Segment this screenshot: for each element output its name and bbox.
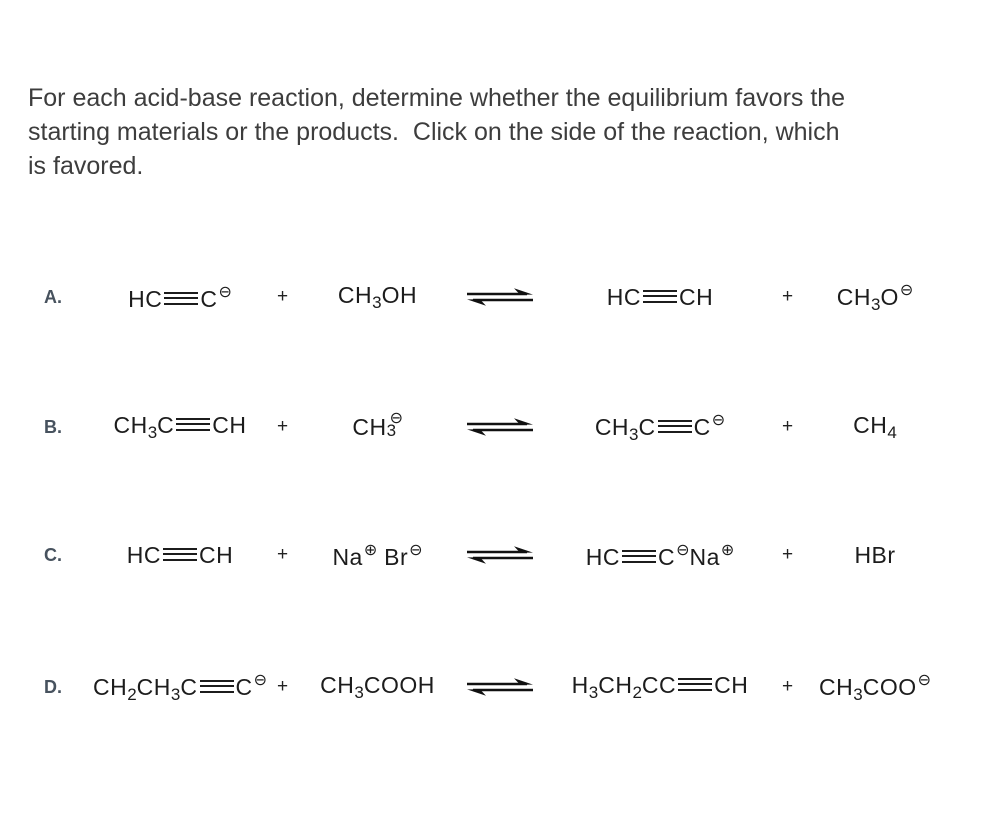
minus-charge-icon: ⊖ — [389, 409, 404, 427]
reaction-row-a — [30, 265, 960, 329]
formula-text: C — [157, 411, 175, 438]
plus-charge-icon: ⊕ — [720, 541, 735, 559]
instructions-line-3: is favored. — [28, 152, 144, 180]
formula-text: COO — [862, 673, 917, 700]
reaction-row-d — [30, 655, 960, 719]
reaction-a-right-side[interactable] — [545, 265, 955, 329]
species-acetylene — [95, 542, 265, 569]
minus-charge-icon: ⊖ — [409, 541, 423, 559]
formula-text: CH — [853, 411, 888, 438]
formula-text: HC — [585, 543, 620, 570]
formula-text: CH — [136, 673, 171, 700]
formula-text: CH — [714, 671, 749, 698]
plus-charge-icon: ⊕ — [363, 541, 378, 559]
sodium-bromide — [332, 540, 422, 571]
formula-text: C — [657, 543, 676, 570]
minus-charge-icon: ⊖ — [218, 283, 232, 301]
formula-text: HC — [606, 283, 641, 310]
acetate-anion — [819, 670, 931, 705]
acetylide-anion — [128, 282, 232, 313]
formula-text: CH — [598, 671, 633, 698]
hydrogen-bromide — [854, 542, 895, 569]
plus-sign: + — [276, 416, 289, 437]
triple-bond-icon — [163, 548, 197, 561]
formula-text: HC — [128, 285, 163, 312]
acetylene — [607, 284, 713, 311]
formula-text: CH — [320, 671, 355, 698]
species-propyne — [95, 412, 265, 443]
reaction-label: C. — [44, 544, 62, 565]
formula-text: CH — [679, 283, 714, 310]
sodium-acetylide — [586, 540, 735, 571]
subscript: 3 — [629, 424, 639, 444]
triple-bond-icon — [164, 292, 198, 305]
charge-over-subscript — [386, 409, 404, 440]
formula-text: C — [693, 413, 711, 440]
butynide-anion — [93, 670, 267, 705]
reaction-c-left-side[interactable] — [95, 523, 455, 587]
formula-text: CH — [337, 281, 373, 308]
subscript: 3 — [147, 422, 158, 442]
reaction-row-c — [30, 523, 960, 587]
species-methoxide-anion — [800, 280, 950, 315]
subscript: 3 — [870, 294, 881, 314]
minus-charge-icon: ⊖ — [899, 281, 914, 299]
subscript: 3 — [853, 684, 863, 704]
instructions-line-1: For each acid-base reaction, determine whether the equilibrium favors the — [28, 84, 846, 112]
plus-sign: + — [276, 286, 289, 307]
species-acetic-acid — [300, 672, 455, 703]
species-butyne — [545, 672, 775, 703]
species-methanol — [300, 282, 455, 313]
species-sodium-acetylide — [545, 540, 775, 571]
equilibrium-arrow-icon — [455, 545, 545, 565]
species-acetate-anion — [800, 670, 950, 705]
propyne — [113, 412, 246, 443]
triple-bond-icon — [658, 420, 692, 433]
acetylene — [127, 542, 233, 569]
propynide-anion — [595, 410, 725, 445]
triple-bond-icon — [678, 678, 712, 691]
subscript: 2 — [127, 684, 137, 704]
formula-text: CH — [113, 411, 148, 438]
formula-text: CH — [594, 413, 630, 440]
equilibrium-arrow-icon — [455, 417, 545, 437]
formula-text: CH — [92, 673, 128, 700]
plus-sign: + — [781, 544, 794, 565]
reaction-a-left-side[interactable] — [95, 265, 455, 329]
plus-sign: + — [276, 544, 289, 565]
methoxide-anion — [837, 280, 914, 315]
formula-text: CH — [819, 673, 854, 700]
triple-bond-icon — [622, 550, 656, 563]
formula-text: H — [571, 671, 589, 698]
species-methyl-carbanion — [300, 409, 455, 441]
species-butynide-anion — [92, 670, 268, 705]
minus-charge-icon: ⊖ — [917, 671, 931, 689]
reaction-row-b — [30, 395, 960, 459]
butyne — [572, 672, 749, 703]
acetic-acid — [320, 672, 435, 703]
formula-text: COOH — [363, 671, 435, 698]
reaction-label: A. — [44, 286, 62, 307]
reaction-d-left-side[interactable] — [92, 655, 455, 719]
species-sodium-bromide — [300, 540, 455, 571]
subscript: 3 — [386, 420, 397, 440]
formula-text: OH — [381, 281, 418, 308]
formula-text: Na — [689, 543, 720, 570]
species-methane — [800, 412, 950, 443]
formula-text: CH — [836, 283, 871, 310]
formula-text: CC — [641, 671, 677, 698]
triple-bond-icon — [200, 680, 234, 693]
minus-charge-icon: ⊖ — [253, 671, 268, 689]
plus-sign: + — [276, 676, 289, 697]
species-propynide-anion — [545, 410, 775, 445]
triple-bond-icon — [176, 418, 210, 431]
minus-charge-icon: ⊖ — [711, 411, 726, 429]
subscript: 3 — [354, 682, 364, 702]
formula-text: Br — [377, 543, 409, 570]
reaction-d-right-side[interactable] — [545, 655, 955, 719]
plus-sign: + — [781, 416, 794, 437]
subscript: 4 — [887, 422, 897, 442]
reaction-label: D. — [44, 676, 62, 697]
plus-sign: + — [781, 676, 794, 697]
formula-text: CH — [352, 413, 387, 440]
reaction-c-right-side[interactable] — [545, 523, 955, 587]
formula-text: C — [200, 285, 218, 312]
subscript: 2 — [632, 682, 642, 702]
methane — [853, 412, 897, 443]
methanol — [338, 282, 417, 313]
reaction-b-right-side[interactable] — [545, 395, 955, 459]
equilibrium-arrow-icon — [455, 287, 545, 307]
formula-text: HC — [126, 541, 161, 568]
formula-text: CH — [212, 411, 247, 438]
reaction-b-left-side[interactable] — [95, 395, 455, 459]
formula-text: C — [180, 673, 198, 700]
formula-text: HBr — [854, 541, 896, 568]
species-acetylene — [545, 284, 775, 311]
plus-sign: + — [781, 286, 794, 307]
species-hydrogen-bromide — [800, 542, 950, 569]
subscript: 3 — [372, 292, 382, 312]
equilibrium-arrow-icon — [455, 677, 545, 697]
formula-text: C — [638, 413, 656, 440]
instructions-line-2: starting materials or the products. Click on the side of the reaction, which — [28, 118, 840, 146]
subscript: 3 — [588, 682, 599, 702]
reaction-label: B. — [44, 416, 62, 437]
formula-text: CH — [199, 541, 234, 568]
species-acetylide-anion — [95, 282, 265, 313]
formula-text: O — [880, 283, 899, 310]
formula-text: Na — [332, 543, 363, 570]
minus-charge-icon: ⊖ — [676, 541, 690, 559]
triple-bond-icon — [643, 290, 677, 303]
formula-text: C — [235, 673, 253, 700]
methyl-carbanion — [352, 409, 404, 441]
subscript: 3 — [170, 684, 181, 704]
